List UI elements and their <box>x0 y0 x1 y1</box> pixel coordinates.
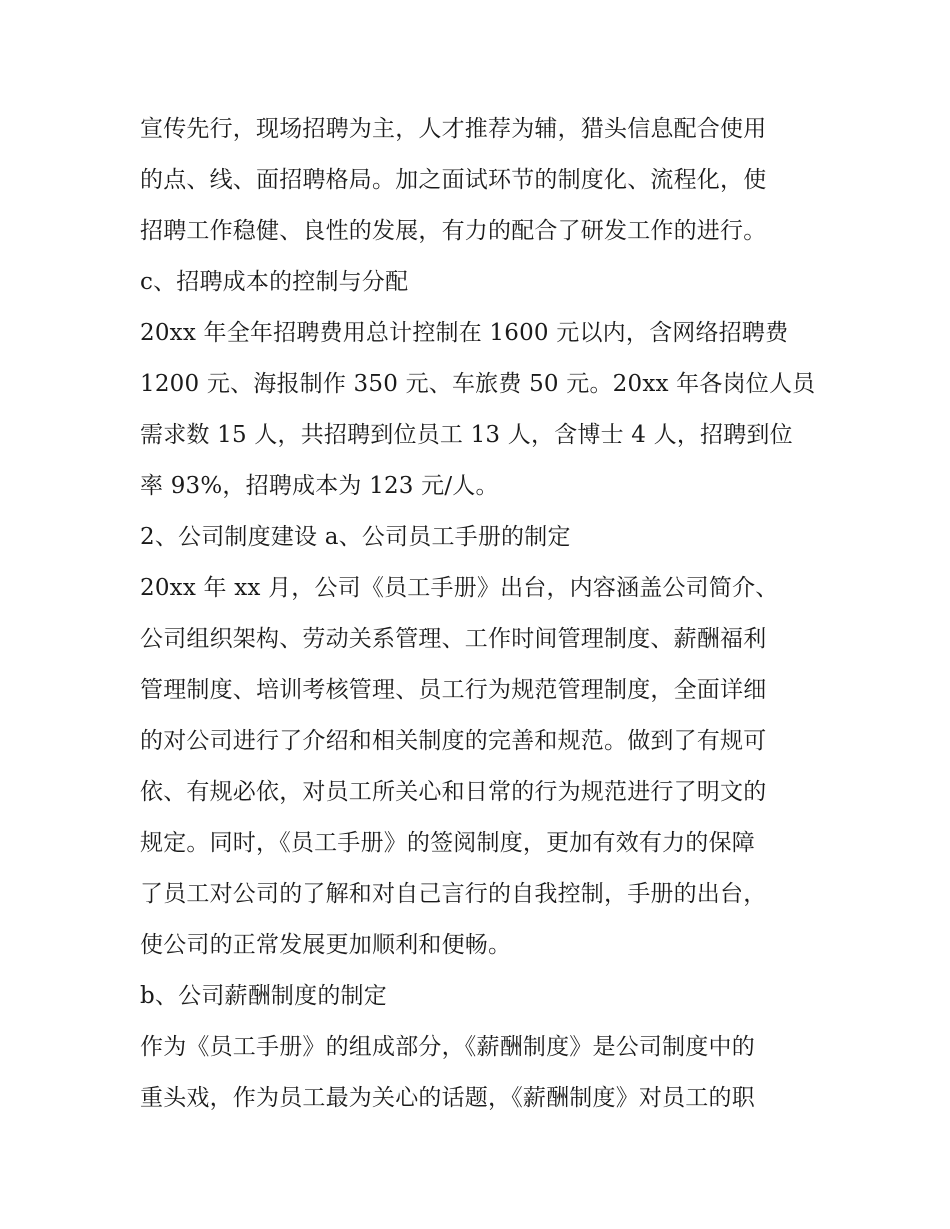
section-heading: 2、公司制度建设 a、公司员工手册的制定 <box>140 524 571 550</box>
text-line: 招聘工作稳健、良性的发展，有力的配合了研发工作的进行。 <box>140 218 767 244</box>
text-line: 宣传先行，现场招聘为主，人才推荐为辅，猎头信息配合使用 <box>140 116 767 142</box>
text-line: 20xx 年全年招聘费用总计控制在 1600 元以内，含网络招聘费 <box>140 320 789 346</box>
text-line: 的对公司进行了介绍和相关制度的完善和规范。做到了有规可 <box>140 728 767 754</box>
text-line: 规定。同时，《员工手册》的签阅制度，更加有效有力的保障 <box>140 830 755 856</box>
text-line: 的点、线、面招聘格局。加之面试环节的制度化、流程化，使 <box>140 167 767 193</box>
text-line: 管理制度、培训考核管理、员工行为规范管理制度，全面详细 <box>140 677 767 703</box>
text-line: 公司组织架构、劳动关系管理、工作时间管理制度、薪酬福利 <box>140 626 767 652</box>
section-heading: b、公司薪酬制度的制定 <box>140 983 387 1009</box>
text-line: 重头戏，作为员工最为关心的话题，《薪酬制度》对员工的职 <box>140 1085 755 1111</box>
text-line: 率 93%，招聘成本为 123 元/人。 <box>140 473 499 499</box>
text-line: 作为《员工手册》的组成部分，《薪酬制度》是公司制度中的 <box>140 1034 755 1060</box>
document-body <box>140 104 820 1124</box>
text-line: 了员工对公司的了解和对自己言行的自我控制，手册的出台， <box>140 881 767 907</box>
text-line: 依、有规必依，对员工所关心和日常的行为规范进行了明文的 <box>140 779 767 805</box>
text-line: 使公司的正常发展更加顺利和便畅。 <box>140 932 512 958</box>
text-line: 1200 元、海报制作 350 元、车旅费 50 元。20xx 年各岗位人员 <box>140 371 816 397</box>
text-line: 20xx 年 xx 月，公司《员工手册》出台，内容涵盖公司简介、 <box>140 575 779 601</box>
section-heading: c、招聘成本的控制与分配 <box>140 269 409 295</box>
text-line: 需求数 15 人，共招聘到位员工 13 人，含博士 4 人，招聘到位 <box>140 422 793 448</box>
